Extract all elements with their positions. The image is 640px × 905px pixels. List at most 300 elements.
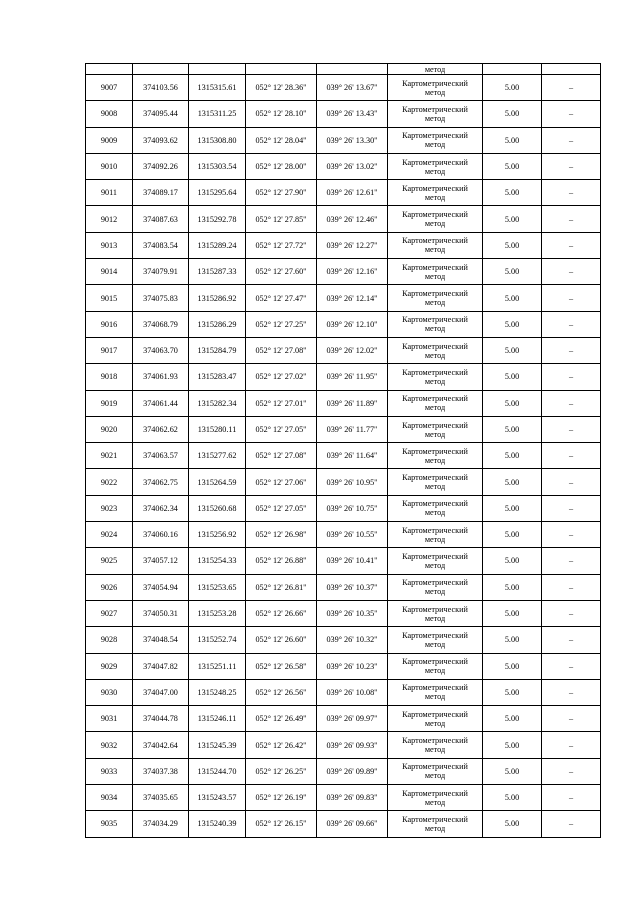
table-row <box>86 416 601 442</box>
cell-note: – <box>542 653 601 679</box>
cell-method <box>388 259 483 285</box>
cell-x: 374048.54 <box>133 627 189 653</box>
cell-x: 374060.16 <box>133 522 189 548</box>
cell-accuracy: 5.00 <box>483 416 542 442</box>
cell-y: 1315246.11 <box>189 706 246 732</box>
cell-latitude: 052° 12' 26.58" <box>246 653 317 679</box>
cell-accuracy: 5.00 <box>483 364 542 390</box>
table-row <box>86 469 601 495</box>
cell-accuracy: 5.00 <box>483 127 542 153</box>
cell-note: – <box>542 758 601 784</box>
cell-longitude: 039° 26' 09.83" <box>317 785 388 811</box>
coordinates-table <box>85 63 601 838</box>
cell-empty <box>133 64 189 75</box>
cell-longitude: 039° 26' 09.97" <box>317 706 388 732</box>
cell-method <box>388 416 483 442</box>
method-line-2: метод <box>424 534 446 544</box>
cell-point-number: 9012 <box>86 206 133 232</box>
method-line-1: Картометрический <box>402 262 468 272</box>
method-line-1: Картометрический <box>402 394 468 404</box>
cell-x: 374063.57 <box>133 443 189 469</box>
method-line-2: метод <box>424 113 446 123</box>
method-line-2: метод <box>424 376 446 386</box>
cell-method <box>388 75 483 101</box>
cell-latitude: 052° 12' 27.47" <box>246 285 317 311</box>
method-line-1: Картометрический <box>402 604 468 614</box>
cell-note: – <box>542 416 601 442</box>
cell-longitude: 039° 26' 11.77" <box>317 416 388 442</box>
cell-accuracy: 5.00 <box>483 679 542 705</box>
table-row <box>86 206 601 232</box>
cell-note: – <box>542 627 601 653</box>
cell-x: 374061.93 <box>133 364 189 390</box>
cell-y: 1315264.59 <box>189 469 246 495</box>
method-line-2: метод <box>424 797 446 807</box>
cell-y: 1315245.39 <box>189 732 246 758</box>
table-row <box>86 522 601 548</box>
cell-latitude: 052° 12' 26.25" <box>246 758 317 784</box>
cell-latitude: 052° 12' 27.08" <box>246 337 317 363</box>
cell-y: 1315295.64 <box>189 180 246 206</box>
method-line-1: Картометрический <box>402 762 468 772</box>
cell-method <box>388 706 483 732</box>
cell-longitude: 039° 26' 11.64" <box>317 443 388 469</box>
cell-point-number: 9013 <box>86 232 133 258</box>
method-line-2: метод <box>424 613 446 623</box>
cell-x: 374035.65 <box>133 785 189 811</box>
cell-note: – <box>542 337 601 363</box>
cell-longitude: 039° 26' 10.75" <box>317 495 388 521</box>
cell-x: 374057.12 <box>133 548 189 574</box>
cell-point-number: 9032 <box>86 732 133 758</box>
method-line-1: Картометрический <box>402 131 468 141</box>
cell-point-number: 9031 <box>86 706 133 732</box>
cell-method <box>388 364 483 390</box>
cell-method <box>388 390 483 416</box>
method-line-1: Картометрический <box>402 551 468 561</box>
method-line-2: метод <box>424 639 446 649</box>
cell-longitude: 039° 26' 13.67" <box>317 75 388 101</box>
cell-longitude: 039° 26' 12.16" <box>317 259 388 285</box>
cell-y: 1315248.25 <box>189 679 246 705</box>
cell-latitude: 052° 12' 26.98" <box>246 522 317 548</box>
method-line-1: Картометрический <box>402 499 468 509</box>
cell-method <box>388 758 483 784</box>
method-line-1: Картометрический <box>402 367 468 377</box>
cell-point-number: 9007 <box>86 75 133 101</box>
table-row <box>86 153 601 179</box>
cell-accuracy: 5.00 <box>483 311 542 337</box>
cell-longitude: 039° 26' 11.95" <box>317 364 388 390</box>
cell-latitude: 052° 12' 27.05" <box>246 416 317 442</box>
table-row <box>86 758 601 784</box>
cell-y: 1315253.65 <box>189 574 246 600</box>
cell-point-number: 9009 <box>86 127 133 153</box>
method-line-1: Картометрический <box>402 210 468 220</box>
table-row <box>86 337 601 363</box>
cell-method <box>388 311 483 337</box>
cell-latitude: 052° 12' 28.00" <box>246 153 317 179</box>
cell-x: 374047.00 <box>133 679 189 705</box>
cell-longitude: 039° 26' 10.41" <box>317 548 388 574</box>
cell-x: 374068.79 <box>133 311 189 337</box>
cell-x: 374054.94 <box>133 574 189 600</box>
cell-accuracy: 5.00 <box>483 337 542 363</box>
cell-longitude: 039° 26' 10.23" <box>317 653 388 679</box>
cell-longitude: 039° 26' 12.27" <box>317 232 388 258</box>
cell-method <box>388 811 483 837</box>
cell-note: – <box>542 785 601 811</box>
cell-y: 1315283.47 <box>189 364 246 390</box>
cell-point-number: 9028 <box>86 627 133 653</box>
cell-y: 1315287.33 <box>189 259 246 285</box>
cell-x: 374044.78 <box>133 706 189 732</box>
method-line-2: метод <box>424 403 446 413</box>
cell-latitude: 052° 12' 28.36" <box>246 75 317 101</box>
cell-y: 1315315.61 <box>189 75 246 101</box>
cell-accuracy: 5.00 <box>483 232 542 258</box>
method-line-1: Картометрический <box>402 236 468 246</box>
table-body <box>86 64 601 838</box>
cell-longitude: 039° 26' 13.02" <box>317 153 388 179</box>
cell-latitude: 052° 12' 27.72" <box>246 232 317 258</box>
cell-accuracy: 5.00 <box>483 390 542 416</box>
table-row <box>86 600 601 626</box>
cell-note: – <box>542 127 601 153</box>
method-line-2: метод <box>424 245 446 255</box>
cell-latitude: 052° 12' 26.15" <box>246 811 317 837</box>
cell-method <box>388 785 483 811</box>
cell-x: 374047.82 <box>133 653 189 679</box>
cell-latitude: 052° 12' 28.04" <box>246 127 317 153</box>
cell-method <box>388 206 483 232</box>
cell-method <box>388 627 483 653</box>
table-row <box>86 732 601 758</box>
cell-longitude: 039° 26' 12.61" <box>317 180 388 206</box>
cell-accuracy: 5.00 <box>483 785 542 811</box>
cell-longitude: 039° 26' 10.95" <box>317 469 388 495</box>
table-row <box>86 495 601 521</box>
cell-x: 374092.26 <box>133 153 189 179</box>
cell-accuracy: 5.00 <box>483 758 542 784</box>
cell-accuracy: 5.00 <box>483 811 542 837</box>
cell-point-number: 9021 <box>86 443 133 469</box>
cell-x: 374062.62 <box>133 416 189 442</box>
table-row <box>86 285 601 311</box>
cell-method <box>388 522 483 548</box>
cell-note: – <box>542 390 601 416</box>
method-line-2: метод <box>424 692 446 702</box>
table-row <box>86 180 601 206</box>
cell-longitude: 039° 26' 09.89" <box>317 758 388 784</box>
cell-point-number: 9022 <box>86 469 133 495</box>
cell-x: 374050.31 <box>133 600 189 626</box>
cell-x: 374042.64 <box>133 732 189 758</box>
cell-note: – <box>542 153 601 179</box>
cell-method <box>388 127 483 153</box>
cell-accuracy: 5.00 <box>483 522 542 548</box>
cell-point-number: 9015 <box>86 285 133 311</box>
cell-latitude: 052° 12' 27.60" <box>246 259 317 285</box>
cell-longitude: 039° 26' 12.10" <box>317 311 388 337</box>
cell-y: 1315303.54 <box>189 153 246 179</box>
cell-x: 374063.70 <box>133 337 189 363</box>
cell-accuracy: 5.00 <box>483 548 542 574</box>
cell-longitude: 039° 26' 13.43" <box>317 101 388 127</box>
cell-note: – <box>542 706 601 732</box>
cell-latitude: 052° 12' 26.42" <box>246 732 317 758</box>
cell-accuracy: 5.00 <box>483 600 542 626</box>
table-row <box>86 390 601 416</box>
cell-note: – <box>542 180 601 206</box>
cell-point-number: 9025 <box>86 548 133 574</box>
cell-y: 1315254.33 <box>189 548 246 574</box>
cell-y: 1315260.68 <box>189 495 246 521</box>
cell-note: – <box>542 101 601 127</box>
method-line-1: Картометрический <box>402 341 468 351</box>
cell-note: – <box>542 259 601 285</box>
cell-method <box>388 153 483 179</box>
cell-method <box>388 469 483 495</box>
cell-method <box>388 232 483 258</box>
cell-point-number: 9014 <box>86 259 133 285</box>
cell-y: 1315286.29 <box>189 311 246 337</box>
cell-longitude: 039° 26' 12.14" <box>317 285 388 311</box>
table-row <box>86 127 601 153</box>
cell-accuracy: 5.00 <box>483 180 542 206</box>
table-row <box>86 679 601 705</box>
cell-note: – <box>542 364 601 390</box>
cell-note: – <box>542 574 601 600</box>
cell-longitude: 039° 26' 10.32" <box>317 627 388 653</box>
cell-y: 1315284.79 <box>189 337 246 363</box>
method-line-2: метод <box>424 587 446 597</box>
cell-point-number: 9033 <box>86 758 133 784</box>
cell-latitude: 052° 12' 26.81" <box>246 574 317 600</box>
cell-y: 1315308.80 <box>189 127 246 153</box>
cell-note: – <box>542 811 601 837</box>
cell-longitude: 039° 26' 10.35" <box>317 600 388 626</box>
cell-note: – <box>542 206 601 232</box>
cell-x: 374079.91 <box>133 259 189 285</box>
cell-y: 1315311.25 <box>189 101 246 127</box>
table-row <box>86 574 601 600</box>
method-line-1: Картометрический <box>402 104 468 114</box>
method-line-2: метод <box>424 482 446 492</box>
table-row <box>86 548 601 574</box>
cell-point-number: 9008 <box>86 101 133 127</box>
method-line-2: метод <box>424 745 446 755</box>
cell-longitude: 039° 26' 13.30" <box>317 127 388 153</box>
cell-latitude: 052° 12' 26.19" <box>246 785 317 811</box>
cell-longitude: 039° 26' 11.89" <box>317 390 388 416</box>
method-line-2: метод <box>424 718 446 728</box>
method-line-2: метод <box>424 298 446 308</box>
cell-point-number: 9035 <box>86 811 133 837</box>
cell-longitude: 039° 26' 09.93" <box>317 732 388 758</box>
cell-x: 374075.83 <box>133 285 189 311</box>
cell-note: – <box>542 75 601 101</box>
cell-empty <box>189 64 246 75</box>
cell-point-number: 9011 <box>86 180 133 206</box>
cell-method <box>388 180 483 206</box>
method-line-2: метод <box>424 87 446 97</box>
cell-note: – <box>542 232 601 258</box>
cell-method <box>388 653 483 679</box>
cell-point-number: 9030 <box>86 679 133 705</box>
cell-point-number: 9017 <box>86 337 133 363</box>
cell-longitude: 039° 26' 09.66" <box>317 811 388 837</box>
cell-accuracy: 5.00 <box>483 443 542 469</box>
cell-latitude: 052° 12' 27.05" <box>246 495 317 521</box>
table-row <box>86 259 601 285</box>
cell-x: 374061.44 <box>133 390 189 416</box>
cell-method <box>388 337 483 363</box>
cell-x: 374103.56 <box>133 75 189 101</box>
cell-x: 374095.44 <box>133 101 189 127</box>
cell-y: 1315251.11 <box>189 653 246 679</box>
cell-longitude: 039° 26' 10.55" <box>317 522 388 548</box>
cell-latitude: 052° 12' 27.25" <box>246 311 317 337</box>
cell-point-number: 9024 <box>86 522 133 548</box>
table-row <box>86 364 601 390</box>
method-line-1: Картометрический <box>402 683 468 693</box>
method-line-1: Картометрический <box>402 814 468 824</box>
cell-x: 374089.17 <box>133 180 189 206</box>
cell-latitude: 052° 12' 27.85" <box>246 206 317 232</box>
method-line-2: метод <box>424 192 446 202</box>
method-line-2: метод <box>424 560 446 570</box>
table-row <box>86 101 601 127</box>
cell-y: 1315243.57 <box>189 785 246 811</box>
cell-point-number: 9029 <box>86 653 133 679</box>
table-row <box>86 627 601 653</box>
cell-empty <box>246 64 317 75</box>
cell-method-tail: метод <box>388 64 483 75</box>
method-line-1: Картометрический <box>402 657 468 667</box>
method-line-1: Картометрический <box>402 289 468 299</box>
cell-y: 1315252.74 <box>189 627 246 653</box>
cell-note: – <box>542 679 601 705</box>
cell-accuracy: 5.00 <box>483 153 542 179</box>
method-line-2: метод <box>424 271 446 281</box>
cell-x: 374083.54 <box>133 232 189 258</box>
cell-y: 1315286.92 <box>189 285 246 311</box>
cell-latitude: 052° 12' 26.49" <box>246 706 317 732</box>
method-line-1: Картометрический <box>402 630 468 640</box>
continued-row <box>86 64 601 75</box>
method-line-1: Картометрический <box>402 525 468 535</box>
cell-x: 374062.34 <box>133 495 189 521</box>
method-line-2: метод <box>424 771 446 781</box>
method-line-2: метод <box>424 429 446 439</box>
cell-accuracy: 5.00 <box>483 574 542 600</box>
cell-y: 1315256.92 <box>189 522 246 548</box>
cell-y: 1315240.39 <box>189 811 246 837</box>
method-line-1: Картометрический <box>402 473 468 483</box>
cell-accuracy: 5.00 <box>483 101 542 127</box>
table-row <box>86 706 601 732</box>
cell-method <box>388 574 483 600</box>
cell-method <box>388 600 483 626</box>
cell-note: – <box>542 522 601 548</box>
cell-note: – <box>542 732 601 758</box>
method-line-2: метод <box>424 350 446 360</box>
cell-method <box>388 679 483 705</box>
cell-y: 1315244.70 <box>189 758 246 784</box>
cell-point-number: 9016 <box>86 311 133 337</box>
cell-method <box>388 101 483 127</box>
method-line-1: Картометрический <box>402 446 468 456</box>
method-line-2: метод <box>424 823 446 833</box>
cell-y: 1315289.24 <box>189 232 246 258</box>
method-line-2: метод <box>424 219 446 229</box>
table-row <box>86 785 601 811</box>
cell-note: – <box>542 600 601 626</box>
cell-x: 374087.63 <box>133 206 189 232</box>
method-line-2: метод <box>424 324 446 334</box>
table-row <box>86 653 601 679</box>
cell-latitude: 052° 12' 27.01" <box>246 390 317 416</box>
method-line-2: метод <box>424 140 446 150</box>
method-line-2: метод <box>424 166 446 176</box>
cell-note: – <box>542 285 601 311</box>
cell-point-number: 9019 <box>86 390 133 416</box>
cell-empty <box>86 64 133 75</box>
table-row <box>86 311 601 337</box>
table-row <box>86 232 601 258</box>
cell-empty <box>483 64 542 75</box>
table-row <box>86 811 601 837</box>
cell-latitude: 052° 12' 27.06" <box>246 469 317 495</box>
cell-y: 1315253.28 <box>189 600 246 626</box>
method-line-1: Картометрический <box>402 157 468 167</box>
cell-empty <box>317 64 388 75</box>
method-line-2: метод <box>424 666 446 676</box>
cell-longitude: 039° 26' 10.08" <box>317 679 388 705</box>
cell-longitude: 039° 26' 10.37" <box>317 574 388 600</box>
cell-longitude: 039° 26' 12.02" <box>317 337 388 363</box>
cell-method <box>388 732 483 758</box>
cell-y: 1315280.11 <box>189 416 246 442</box>
cell-x: 374034.29 <box>133 811 189 837</box>
cell-latitude: 052° 12' 27.08" <box>246 443 317 469</box>
cell-method <box>388 443 483 469</box>
cell-method <box>388 548 483 574</box>
method-line-1: Картометрический <box>402 709 468 719</box>
cell-accuracy: 5.00 <box>483 469 542 495</box>
method-line-1: Картометрический <box>402 788 468 798</box>
cell-latitude: 052° 12' 26.60" <box>246 627 317 653</box>
cell-x: 374037.38 <box>133 758 189 784</box>
cell-latitude: 052° 12' 27.90" <box>246 180 317 206</box>
cell-point-number: 9010 <box>86 153 133 179</box>
cell-accuracy: 5.00 <box>483 627 542 653</box>
cell-accuracy: 5.00 <box>483 206 542 232</box>
cell-accuracy: 5.00 <box>483 259 542 285</box>
cell-note: – <box>542 548 601 574</box>
cell-latitude: 052° 12' 26.56" <box>246 679 317 705</box>
cell-point-number: 9034 <box>86 785 133 811</box>
method-line-1: Картометрический <box>402 78 468 88</box>
cell-note: – <box>542 495 601 521</box>
cell-accuracy: 5.00 <box>483 285 542 311</box>
cell-x: 374062.75 <box>133 469 189 495</box>
cell-point-number: 9026 <box>86 574 133 600</box>
cell-accuracy: 5.00 <box>483 495 542 521</box>
cell-method <box>388 285 483 311</box>
cell-accuracy: 5.00 <box>483 706 542 732</box>
